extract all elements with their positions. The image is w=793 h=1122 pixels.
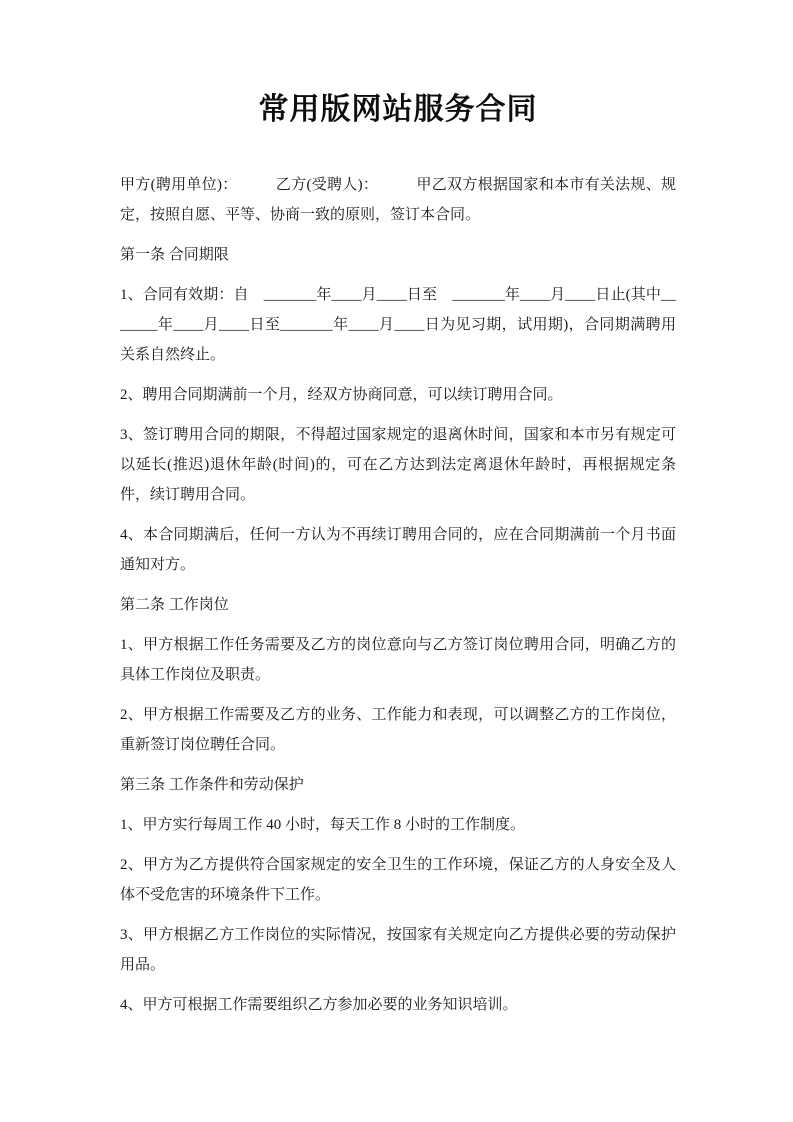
section-heading: 第三条 工作条件和劳动保护 [120,777,304,793]
paragraph: 4、甲方可根据工作需要组织乙方参加必要的业务知识培训。 [120,997,518,1013]
paragraph: 1、甲方根据工作任务需要及乙方的岗位意向与乙方签订岗位聘用合同，明确乙方的具体工作岗位及职责。 [120,637,676,683]
section-heading: 第二条 工作岗位 [120,597,229,613]
paragraph: 2、甲方为乙方提供符合国家规定的安全卫生的工作环境，保证乙方的人身安全及人体不受危害的环境条件下工作。 [120,857,676,903]
document-content [120,88,676,1030]
paragraph: 甲方(聘用单位)： 乙方(受聘人)： 甲乙双方根据国家和本市有关法规、规定，按照自愿、平等、协商一致的原则，签订本合同。 [120,177,676,223]
paragraph: 4、本合同期满后，任何一方认为不再续订聘用合同的，应在合同期满前一个月书面通知对方。 [120,527,676,573]
section-heading: 第一条 合同期限 [120,247,229,263]
document-body [120,170,676,1020]
document-title: 常用版网站服务合同 [258,93,538,126]
paragraph: 2、聘用合同期满前一个月，经双方协商同意，可以续订聘用合同。 [120,387,563,403]
paragraph: 1、甲方实行每周工作 40 小时，每天工作 8 小时的工作制度。 [120,817,526,833]
paragraph: 1、合同有效期：自 _______年____月____日至 _______年____月____日止(其中_______年____月____日至_______年____月____日为见习期，试用期)，合同期满聘用关系自然终止。 [120,287,676,363]
paragraph: 3、甲方根据乙方工作岗位的实际情况，按国家有关规定向乙方提供必要的劳动保护用品。 [120,927,676,973]
paragraph: 2、甲方根据工作需要及乙方的业务、工作能力和表现，可以调整乙方的工作岗位，重新签订岗位聘任合同。 [120,707,676,753]
paragraph: 3、签订聘用合同的期限，不得超过国家规定的退离休时间，国家和本市另有规定可以延长(推迟)退休年龄(时间)的，可在乙方达到法定离退休年龄时，再根据规定条件，续订聘用合同。 [120,427,676,503]
